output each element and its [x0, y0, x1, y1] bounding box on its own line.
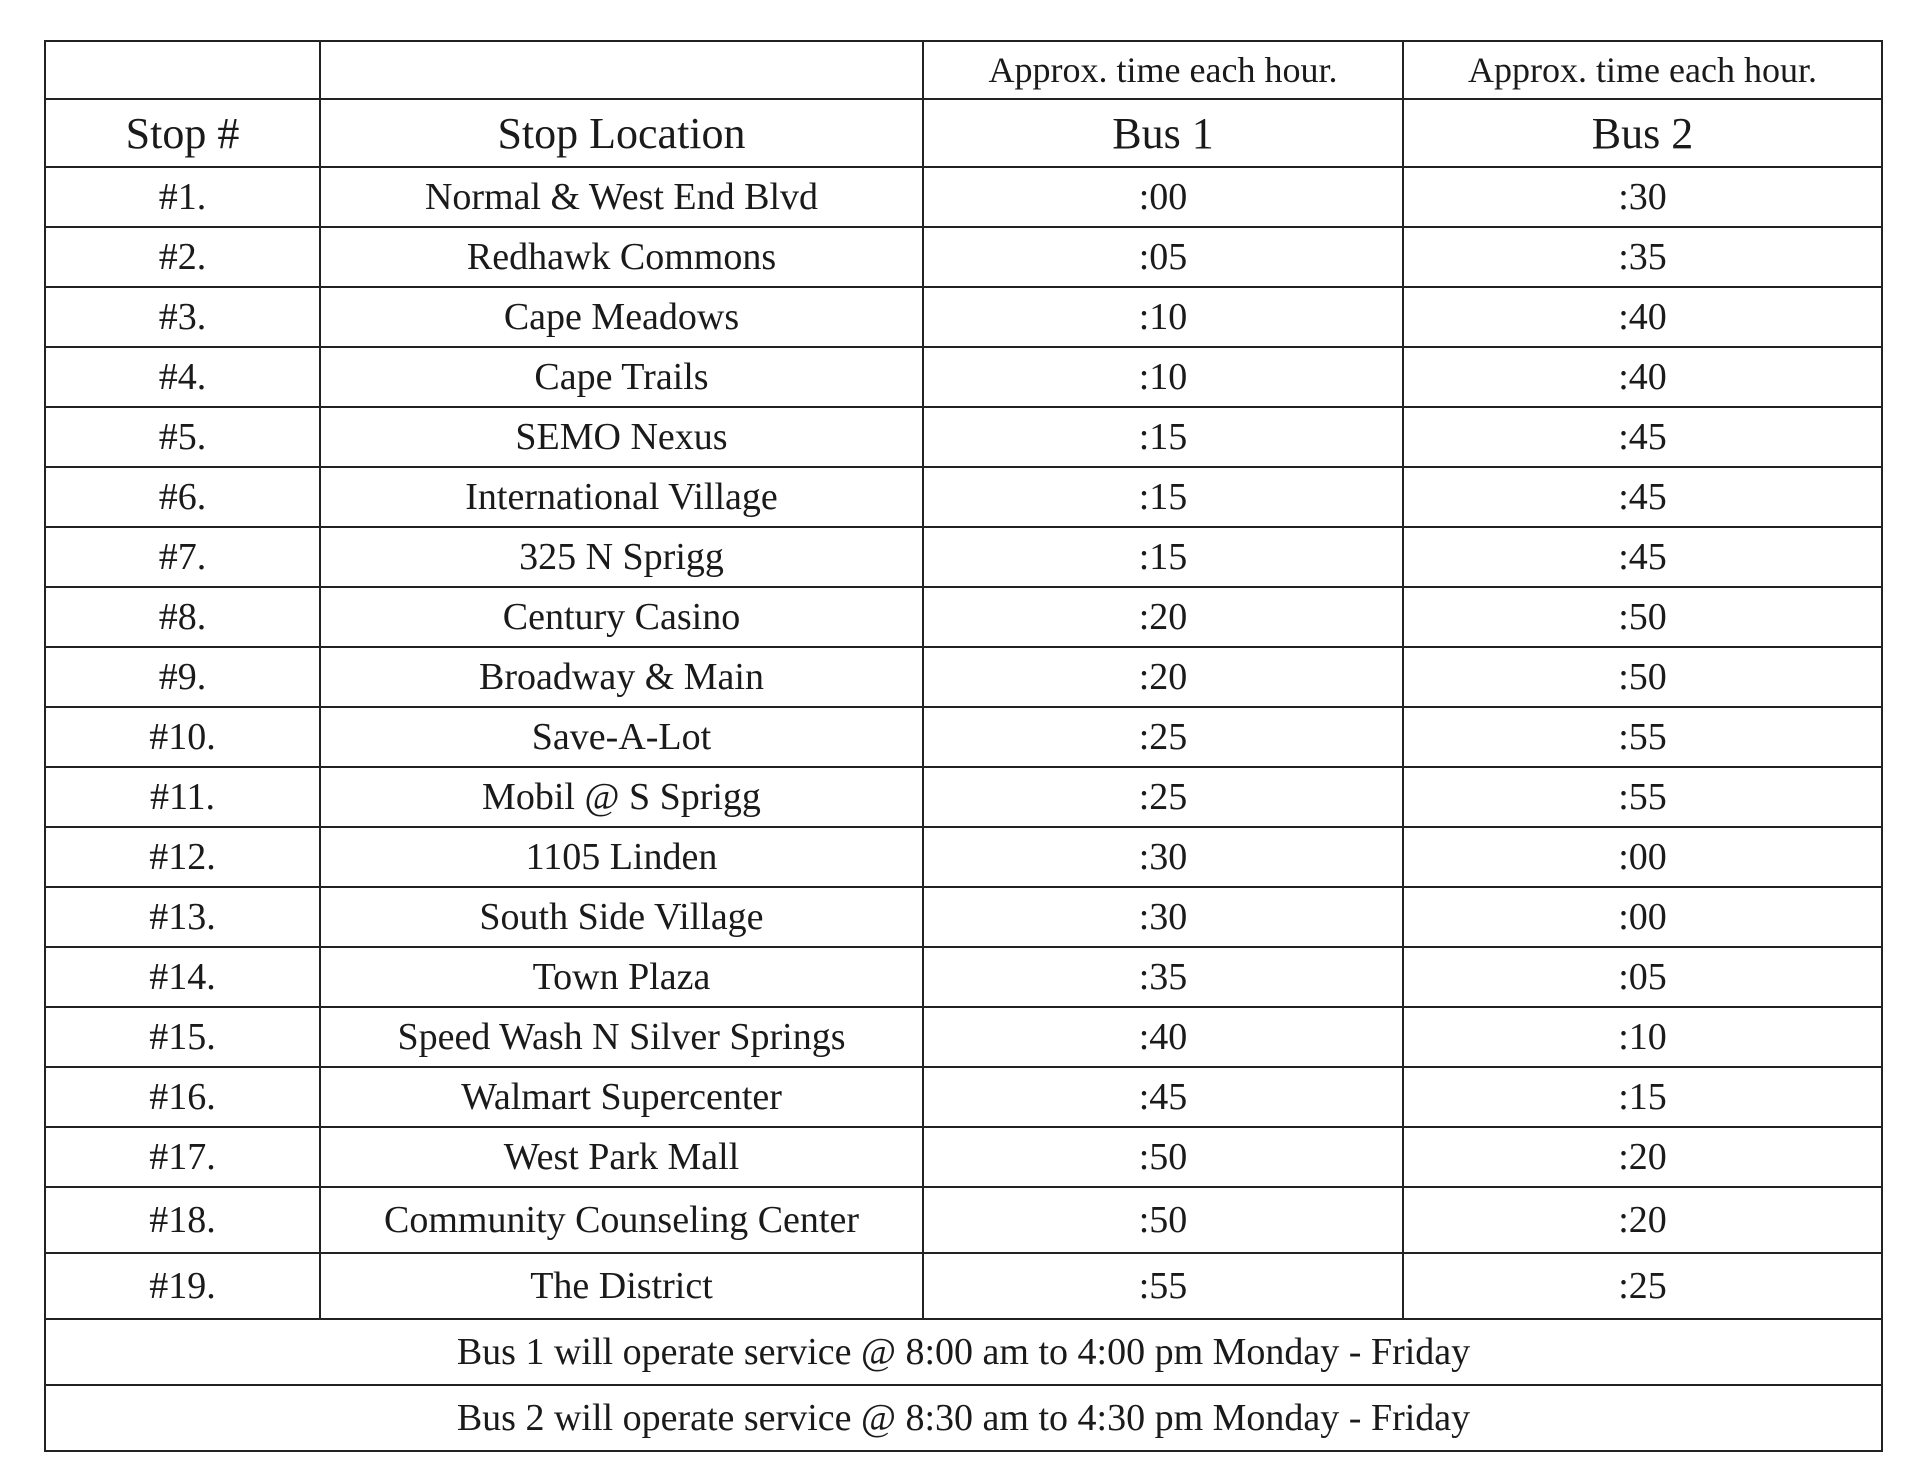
- table-row: [45, 287, 1882, 347]
- stop-location-cell: Save-A-Lot: [320, 707, 923, 767]
- table-row: [45, 1127, 1882, 1187]
- header-bus1: Bus 1: [923, 99, 1403, 167]
- bus2-time-cell: :10: [1403, 1007, 1882, 1067]
- stop-number-cell: #3.: [45, 287, 320, 347]
- stop-location-cell: The District: [320, 1253, 923, 1319]
- bus2-time-cell: :20: [1403, 1187, 1882, 1253]
- bus2-time-cell: :45: [1403, 407, 1882, 467]
- bus1-time-cell: :10: [923, 347, 1403, 407]
- stop-location-cell: Town Plaza: [320, 947, 923, 1007]
- bus2-time-cell: :20: [1403, 1127, 1882, 1187]
- bus1-time-cell: :45: [923, 1067, 1403, 1127]
- bus1-time-cell: :15: [923, 407, 1403, 467]
- bus1-time-cell: :40: [923, 1007, 1403, 1067]
- stop-location-cell: 1105 Linden: [320, 827, 923, 887]
- stop-number-cell: #19.: [45, 1253, 320, 1319]
- bus2-time-cell: :00: [1403, 887, 1882, 947]
- stop-number-cell: #7.: [45, 527, 320, 587]
- stop-number-cell: #4.: [45, 347, 320, 407]
- stop-location-cell: Century Casino: [320, 587, 923, 647]
- bus1-time-cell: :50: [923, 1187, 1403, 1253]
- bus1-time-cell: :30: [923, 827, 1403, 887]
- header-stop: Stop #: [45, 99, 320, 167]
- bus2-time-cell: :40: [1403, 347, 1882, 407]
- table-row: [45, 527, 1882, 587]
- bus2-time-cell: :30: [1403, 167, 1882, 227]
- stop-number-cell: #14.: [45, 947, 320, 1007]
- empty-cell: [45, 41, 320, 99]
- table-row: [45, 947, 1882, 1007]
- stop-location-cell: West Park Mall: [320, 1127, 923, 1187]
- approx-time-row: [45, 41, 1882, 99]
- bus1-time-cell: :55: [923, 1253, 1403, 1319]
- table-row: [45, 1187, 1882, 1253]
- stop-location-cell: South Side Village: [320, 887, 923, 947]
- bus2-time-cell: :45: [1403, 527, 1882, 587]
- stop-number-cell: #18.: [45, 1187, 320, 1253]
- table-row: [45, 887, 1882, 947]
- bus2-time-cell: :35: [1403, 227, 1882, 287]
- stop-location-cell: Cape Meadows: [320, 287, 923, 347]
- approx-label-bus1: Approx. time each hour.: [923, 41, 1403, 99]
- bus1-time-cell: :15: [923, 467, 1403, 527]
- bus1-time-cell: :10: [923, 287, 1403, 347]
- table-row: [45, 1253, 1882, 1319]
- stop-location-cell: International Village: [320, 467, 923, 527]
- bus1-time-cell: :15: [923, 527, 1403, 587]
- table-row: [45, 467, 1882, 527]
- bus2-service-note: Bus 2 will operate service @ 8:30 am to 4:30 pm Monday - Friday: [45, 1385, 1882, 1451]
- stop-location-cell: Walmart Supercenter: [320, 1067, 923, 1127]
- table-row: [45, 347, 1882, 407]
- table-row: [45, 647, 1882, 707]
- bus1-time-cell: :00: [923, 167, 1403, 227]
- header-row: [45, 99, 1882, 167]
- bus2-time-cell: :40: [1403, 287, 1882, 347]
- bus2-time-cell: :45: [1403, 467, 1882, 527]
- bus2-time-cell: :50: [1403, 587, 1882, 647]
- stop-location-cell: Cape Trails: [320, 347, 923, 407]
- stop-number-cell: #13.: [45, 887, 320, 947]
- stop-number-cell: #2.: [45, 227, 320, 287]
- bus1-time-cell: :25: [923, 707, 1403, 767]
- stop-number-cell: #9.: [45, 647, 320, 707]
- stop-location-cell: Community Counseling Center: [320, 1187, 923, 1253]
- stop-location-cell: SEMO Nexus: [320, 407, 923, 467]
- table-row: [45, 767, 1882, 827]
- stop-number-cell: #16.: [45, 1067, 320, 1127]
- stop-number-cell: #8.: [45, 587, 320, 647]
- bus2-time-cell: :05: [1403, 947, 1882, 1007]
- stop-location-cell: Normal & West End Blvd: [320, 167, 923, 227]
- approx-label-bus2: Approx. time each hour.: [1403, 41, 1882, 99]
- stop-number-cell: #17.: [45, 1127, 320, 1187]
- stop-location-cell: Mobil @ S Sprigg: [320, 767, 923, 827]
- stop-number-cell: #12.: [45, 827, 320, 887]
- stop-number-cell: #15.: [45, 1007, 320, 1067]
- footer-row: [45, 1319, 1882, 1385]
- stop-number-cell: #11.: [45, 767, 320, 827]
- bus2-time-cell: :15: [1403, 1067, 1882, 1127]
- stop-location-cell: Redhawk Commons: [320, 227, 923, 287]
- bus1-time-cell: :30: [923, 887, 1403, 947]
- bus1-time-cell: :20: [923, 587, 1403, 647]
- empty-cell: [320, 41, 923, 99]
- stop-number-cell: #1.: [45, 167, 320, 227]
- header-bus2: Bus 2: [1403, 99, 1882, 167]
- table-row: [45, 707, 1882, 767]
- table-row: [45, 1007, 1882, 1067]
- bus2-time-cell: :55: [1403, 767, 1882, 827]
- bus1-time-cell: :25: [923, 767, 1403, 827]
- bus1-time-cell: :50: [923, 1127, 1403, 1187]
- bus2-time-cell: :25: [1403, 1253, 1882, 1319]
- bus1-service-note: Bus 1 will operate service @ 8:00 am to 4:00 pm Monday - Friday: [45, 1319, 1882, 1385]
- bus1-time-cell: :20: [923, 647, 1403, 707]
- table-row: [45, 407, 1882, 467]
- header-location: Stop Location: [320, 99, 923, 167]
- schedule-body: [45, 41, 1882, 1451]
- stop-number-cell: #10.: [45, 707, 320, 767]
- table-row: [45, 587, 1882, 647]
- bus1-time-cell: :05: [923, 227, 1403, 287]
- table-row: [45, 167, 1882, 227]
- footer-row: [45, 1385, 1882, 1451]
- stop-number-cell: #6.: [45, 467, 320, 527]
- table-row: [45, 227, 1882, 287]
- stop-location-cell: Broadway & Main: [320, 647, 923, 707]
- bus2-time-cell: :50: [1403, 647, 1882, 707]
- table-row: [45, 1067, 1882, 1127]
- table-row: [45, 827, 1882, 887]
- bus2-time-cell: :00: [1403, 827, 1882, 887]
- bus2-time-cell: :55: [1403, 707, 1882, 767]
- stop-location-cell: 325 N Sprigg: [320, 527, 923, 587]
- stop-number-cell: #5.: [45, 407, 320, 467]
- stop-location-cell: Speed Wash N Silver Springs: [320, 1007, 923, 1067]
- bus-schedule-table: [44, 40, 1883, 1452]
- bus1-time-cell: :35: [923, 947, 1403, 1007]
